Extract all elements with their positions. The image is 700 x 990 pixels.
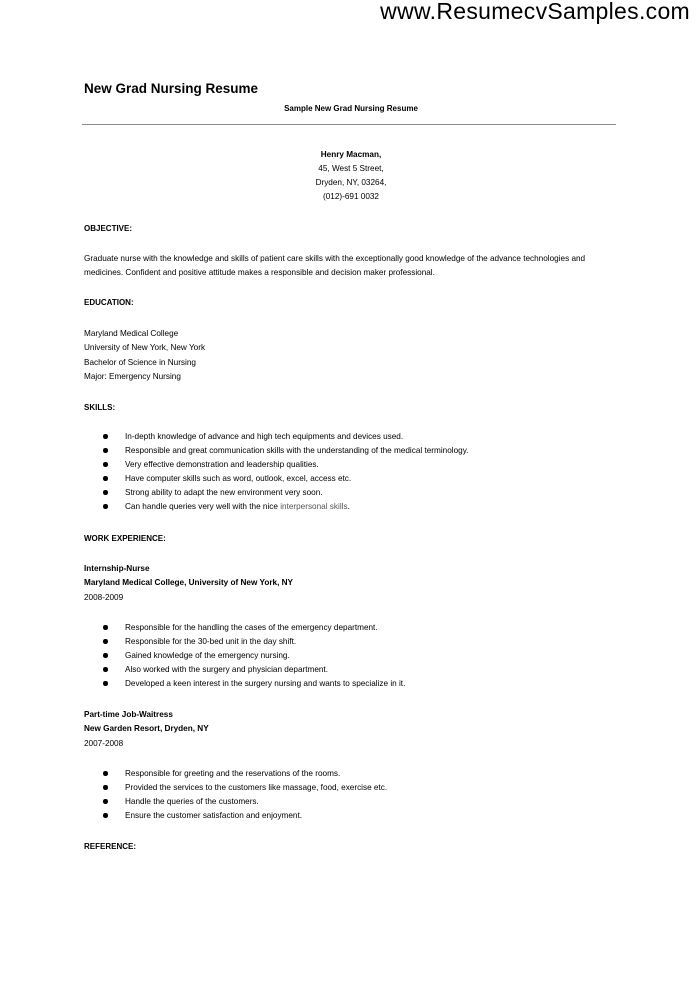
list-item [84,458,468,472]
contact-phone: (012)-691 0032 [323,192,379,201]
bullet-icon [103,799,108,804]
duty-text: Provided the services to the customers like massage, food, exercise etc. [125,783,388,793]
duty-text: Also worked with the surgery and physician department. [125,665,328,675]
bullet-icon [103,667,108,672]
job-role: Internship-Nurse [84,564,150,573]
job-header [84,562,293,605]
skill-text-suffix: . [347,502,350,512]
skill-text: In-depth knowledge of advance and high tech equipments and devices used. [125,432,404,441]
skill-text: Have computer skills such as word, outlook, excel, access etc. [125,474,352,484]
job-employer: New Garden Resort, Dryden, NY [84,724,209,734]
page-title: New Grad Nursing Resume [84,81,259,96]
bullet-icon [103,625,108,630]
list-item [84,663,405,677]
duty-text: Responsible for greeting and the reservations of the rooms. [125,769,341,778]
list-item [84,809,387,823]
skill-text: Strong ability to adapt the new environment very soon. [125,488,323,498]
duty-text: Gained knowledge of the emergency nursing. [125,651,290,661]
work-experience-heading: WORK EXPERIENCE: [84,534,166,543]
skills-heading: SKILLS: [84,403,116,412]
bullet-icon [103,448,108,453]
bullet-icon [103,434,108,439]
bullet-icon [103,681,108,686]
education-list [84,327,205,384]
list-item [84,781,387,795]
list-item [84,486,468,500]
duty-text: Responsible for the 30-bed unit in the day shift. [125,637,297,647]
skills-list [84,430,468,515]
education-line: Major: Emergency Nursing [84,371,181,381]
interpersonal-skills-link[interactable]: interpersonal skills [280,502,348,512]
job-duties-list [84,767,387,823]
list-item [84,677,405,691]
job-header [84,708,209,751]
bullet-icon [103,476,108,481]
job-role: Part-time Job-Waitress [84,710,173,719]
skill-text: Responsible and great communication skills with the understanding of the medical terminology. [125,446,469,456]
education-line: University of New York, New York [84,343,206,353]
list-item [84,444,468,458]
bullet-icon [103,490,108,495]
watermark-url: www.ResumecvSamples.com [380,0,690,24]
list-item [84,500,468,514]
bullet-icon [103,639,108,644]
skill-text: Can handle queries very well with the nice [125,502,281,512]
contact-name: Henry Macman, [320,150,382,159]
list-item [84,795,387,809]
list-item [84,767,387,781]
skill-text: Very effective demonstration and leadership qualities. [125,460,319,470]
job-dates: 2008-2009 [84,592,124,602]
divider [82,124,616,125]
duty-text: Developed a keen interest in the surgery nursing and wants to specialize in it. [125,679,406,689]
education-heading: EDUCATION: [84,298,134,307]
bullet-icon [103,653,108,658]
bullet-icon [103,771,108,776]
contact-block [84,148,618,204]
bullet-icon [103,462,108,467]
duty-text: Handle the queries of the customers. [125,797,259,807]
job-employer: Maryland Medical College, University of New York, NY [84,578,293,588]
education-line: Bachelor of Science in Nursing [84,357,196,367]
job-duties-list [84,621,405,691]
contact-city: Dryden, NY, 03264, [315,178,387,187]
duty-text: Responsible for the handling the cases of the emergency department. [125,623,378,632]
list-item [84,430,468,444]
list-item [84,635,405,649]
list-item [84,621,405,635]
job-dates: 2007-2008 [84,738,124,748]
list-item [84,472,468,486]
reference-heading: REFERENCE: [84,842,137,851]
page-subtitle: Sample New Grad Nursing Resume [284,104,418,113]
contact-street: 45, West 5 Street, [318,164,384,173]
list-item [84,649,405,663]
duty-text: Ensure the customer satisfaction and enjoyment. [125,811,303,821]
bullet-icon [103,785,108,790]
education-line: Maryland Medical College [84,329,179,338]
objective-heading: OBJECTIVE: [84,224,133,233]
bullet-icon [103,504,108,509]
bullet-icon [103,813,108,818]
objective-text: Graduate nurse with the knowledge and skills of patient care skills with the exceptionally good knowledge of the advance technologies and medicines. Confident and positive attitude makes a responsible and decision maker professional. [84,254,586,278]
